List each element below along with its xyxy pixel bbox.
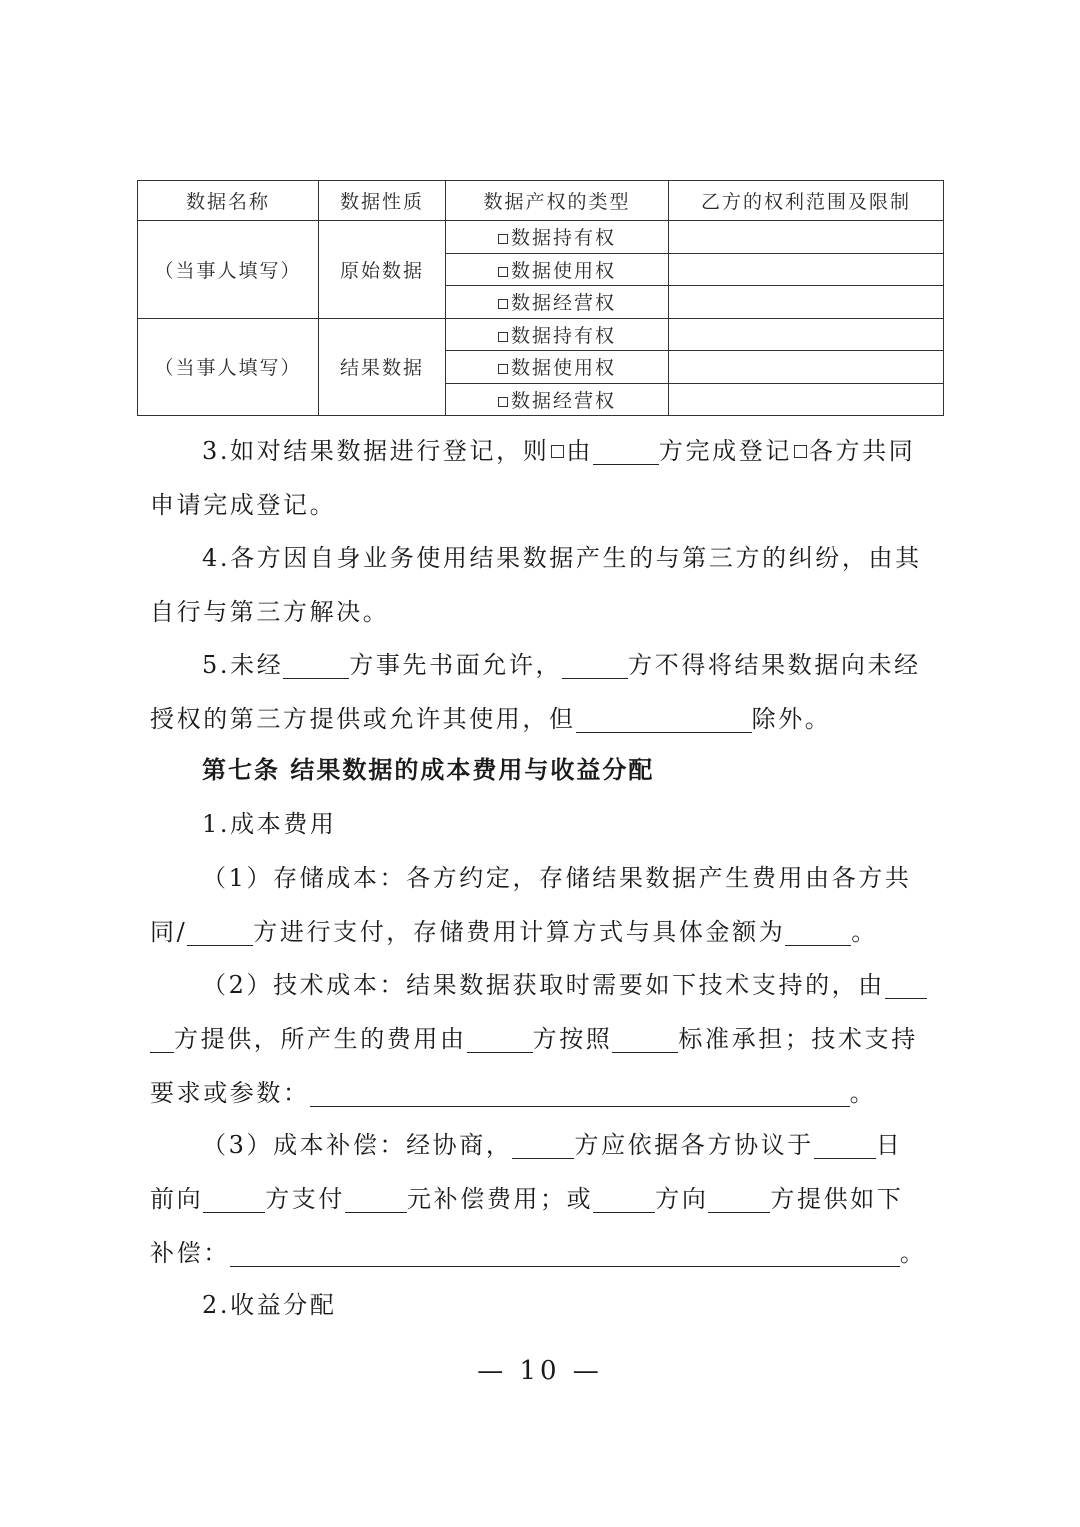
clause-text: 同/ <box>150 918 188 946</box>
right-type-option[interactable] <box>446 318 669 351</box>
right-type-option[interactable] <box>446 253 669 286</box>
clause-text: 方完成登记 <box>658 437 792 465</box>
data-rights-table <box>137 180 944 416</box>
cost-compensation <box>150 1118 932 1280</box>
header-scope-limits: 乙方的权利范围及限制 <box>669 181 944 221</box>
clause-3 <box>150 424 932 532</box>
checkbox-icon[interactable] <box>498 267 508 277</box>
clause-text: 各方共同 <box>808 437 916 465</box>
checkbox-icon[interactable] <box>498 234 508 244</box>
scope-cell <box>669 318 944 351</box>
clause-text: 前向 <box>150 1185 204 1213</box>
fill-blank[interactable] <box>593 1182 655 1213</box>
clause-text: 元补偿费用；或 <box>407 1185 594 1213</box>
fill-blank[interactable] <box>187 915 253 946</box>
clause-text: 。 <box>851 918 878 946</box>
section-heading: 1.成本费用 <box>202 810 337 838</box>
table-row <box>138 318 944 351</box>
right-type-option[interactable] <box>446 221 669 254</box>
clause-text: （2）技术成本：结果数据获取时需要如下技术支持的，由 <box>202 971 885 999</box>
clause-text: 方支付 <box>265 1185 346 1213</box>
fill-blank[interactable] <box>576 702 752 733</box>
page-number: — 10 — <box>477 1356 603 1386</box>
clause-text: 标准承担；技术支持 <box>678 1025 918 1053</box>
clause-text: 日 <box>875 1131 903 1159</box>
fill-blank[interactable] <box>310 1076 850 1107</box>
scope-cell <box>669 383 944 416</box>
checkbox-icon[interactable] <box>498 299 508 309</box>
clause-text: 授权的第三方提供或允许其使用，但 <box>150 705 576 733</box>
fill-blank[interactable] <box>814 1128 876 1159</box>
clause-text: 。 <box>849 1079 877 1107</box>
fill-blank[interactable] <box>467 1022 533 1053</box>
cost-technical <box>150 958 932 1120</box>
fill-blank[interactable] <box>150 1022 174 1053</box>
scope-cell <box>669 286 944 319</box>
header-data-nature: 数据性质 <box>319 181 446 221</box>
section-revenue <box>150 1278 932 1332</box>
clause-5 <box>150 638 932 746</box>
clause-text: 要求或参数： <box>150 1079 310 1107</box>
clause-text: （1）存储成本：各方约定，存储结果数据产生费用由各方共 <box>202 864 912 892</box>
fill-blank[interactable] <box>512 1128 574 1159</box>
section-cost <box>150 797 932 851</box>
clause-text: 补偿： <box>150 1239 230 1267</box>
fill-blank[interactable] <box>612 1022 678 1053</box>
data-nature-cell: 原始数据 <box>319 221 446 319</box>
fill-blank[interactable] <box>708 1182 770 1213</box>
cost-storage <box>150 851 932 959</box>
right-type-label: 数据经营权 <box>510 389 616 412</box>
clause-text: 方提供如下 <box>770 1185 904 1213</box>
clause-text: 由 <box>566 437 593 465</box>
clause-text: 方事先书面允许， <box>349 651 563 679</box>
party-fill-cell: （当事人填写） <box>138 221 319 319</box>
checkbox-icon[interactable] <box>551 445 564 458</box>
clause-text: 4.各方因自身业务使用结果数据产生的与第三方的纠纷，由其 <box>202 544 922 572</box>
checkbox-icon[interactable] <box>498 364 508 374</box>
clause-text: 方提供，所产生的费用由 <box>174 1025 467 1053</box>
clause-text: （3）成本补偿：经协商， <box>202 1131 513 1159</box>
scope-cell <box>669 253 944 286</box>
clause-4 <box>150 531 932 639</box>
fill-blank[interactable] <box>562 648 628 679</box>
data-nature-cell: 结果数据 <box>319 318 446 416</box>
table-header-row <box>138 181 944 221</box>
scope-cell <box>669 351 944 384</box>
clause-text: 方按照 <box>532 1025 613 1053</box>
clause-text: 除外。 <box>751 705 832 733</box>
fill-blank[interactable] <box>203 1182 265 1213</box>
clause-text: 方向 <box>655 1185 709 1213</box>
right-type-label: 数据使用权 <box>510 259 616 282</box>
fill-blank[interactable] <box>885 968 927 999</box>
clause-text: 申请完成登记。 <box>150 491 337 519</box>
right-type-label: 数据持有权 <box>510 227 616 250</box>
fill-blank[interactable] <box>230 1236 900 1267</box>
right-type-label: 数据使用权 <box>510 357 616 380</box>
right-type-option[interactable] <box>446 383 669 416</box>
party-fill-cell: （当事人填写） <box>138 318 319 416</box>
header-right-type: 数据产权的类型 <box>446 181 669 221</box>
article-heading: 第七条 结果数据的成本费用与收益分配 <box>202 756 655 784</box>
table-row <box>138 221 944 254</box>
fill-blank[interactable] <box>785 915 851 946</box>
right-type-option[interactable] <box>446 351 669 384</box>
checkbox-icon[interactable] <box>498 397 508 407</box>
right-type-option[interactable] <box>446 286 669 319</box>
clause-text: 自行与第三方解决。 <box>150 598 390 626</box>
right-type-label: 数据持有权 <box>510 324 616 347</box>
fill-blank[interactable] <box>345 1182 407 1213</box>
fill-blank[interactable] <box>593 434 659 465</box>
checkbox-icon[interactable] <box>794 445 807 458</box>
clause-text: 3.如对结果数据进行登记，则 <box>202 437 550 465</box>
clause-text: 。 <box>899 1239 927 1267</box>
checkbox-icon[interactable] <box>498 332 508 342</box>
clause-text: 方进行支付，存储费用计算方式与具体金额为 <box>253 918 786 946</box>
clause-text: 5.未经 <box>202 651 284 679</box>
article-7 <box>150 743 932 797</box>
scope-cell <box>669 221 944 254</box>
section-heading: 2.收益分配 <box>202 1291 337 1319</box>
fill-blank[interactable] <box>283 648 349 679</box>
header-data-name: 数据名称 <box>138 181 319 221</box>
clause-text: 方应依据各方协议于 <box>574 1131 814 1159</box>
right-type-label: 数据经营权 <box>510 292 616 315</box>
clause-text: 方不得将结果数据向未经 <box>628 651 921 679</box>
